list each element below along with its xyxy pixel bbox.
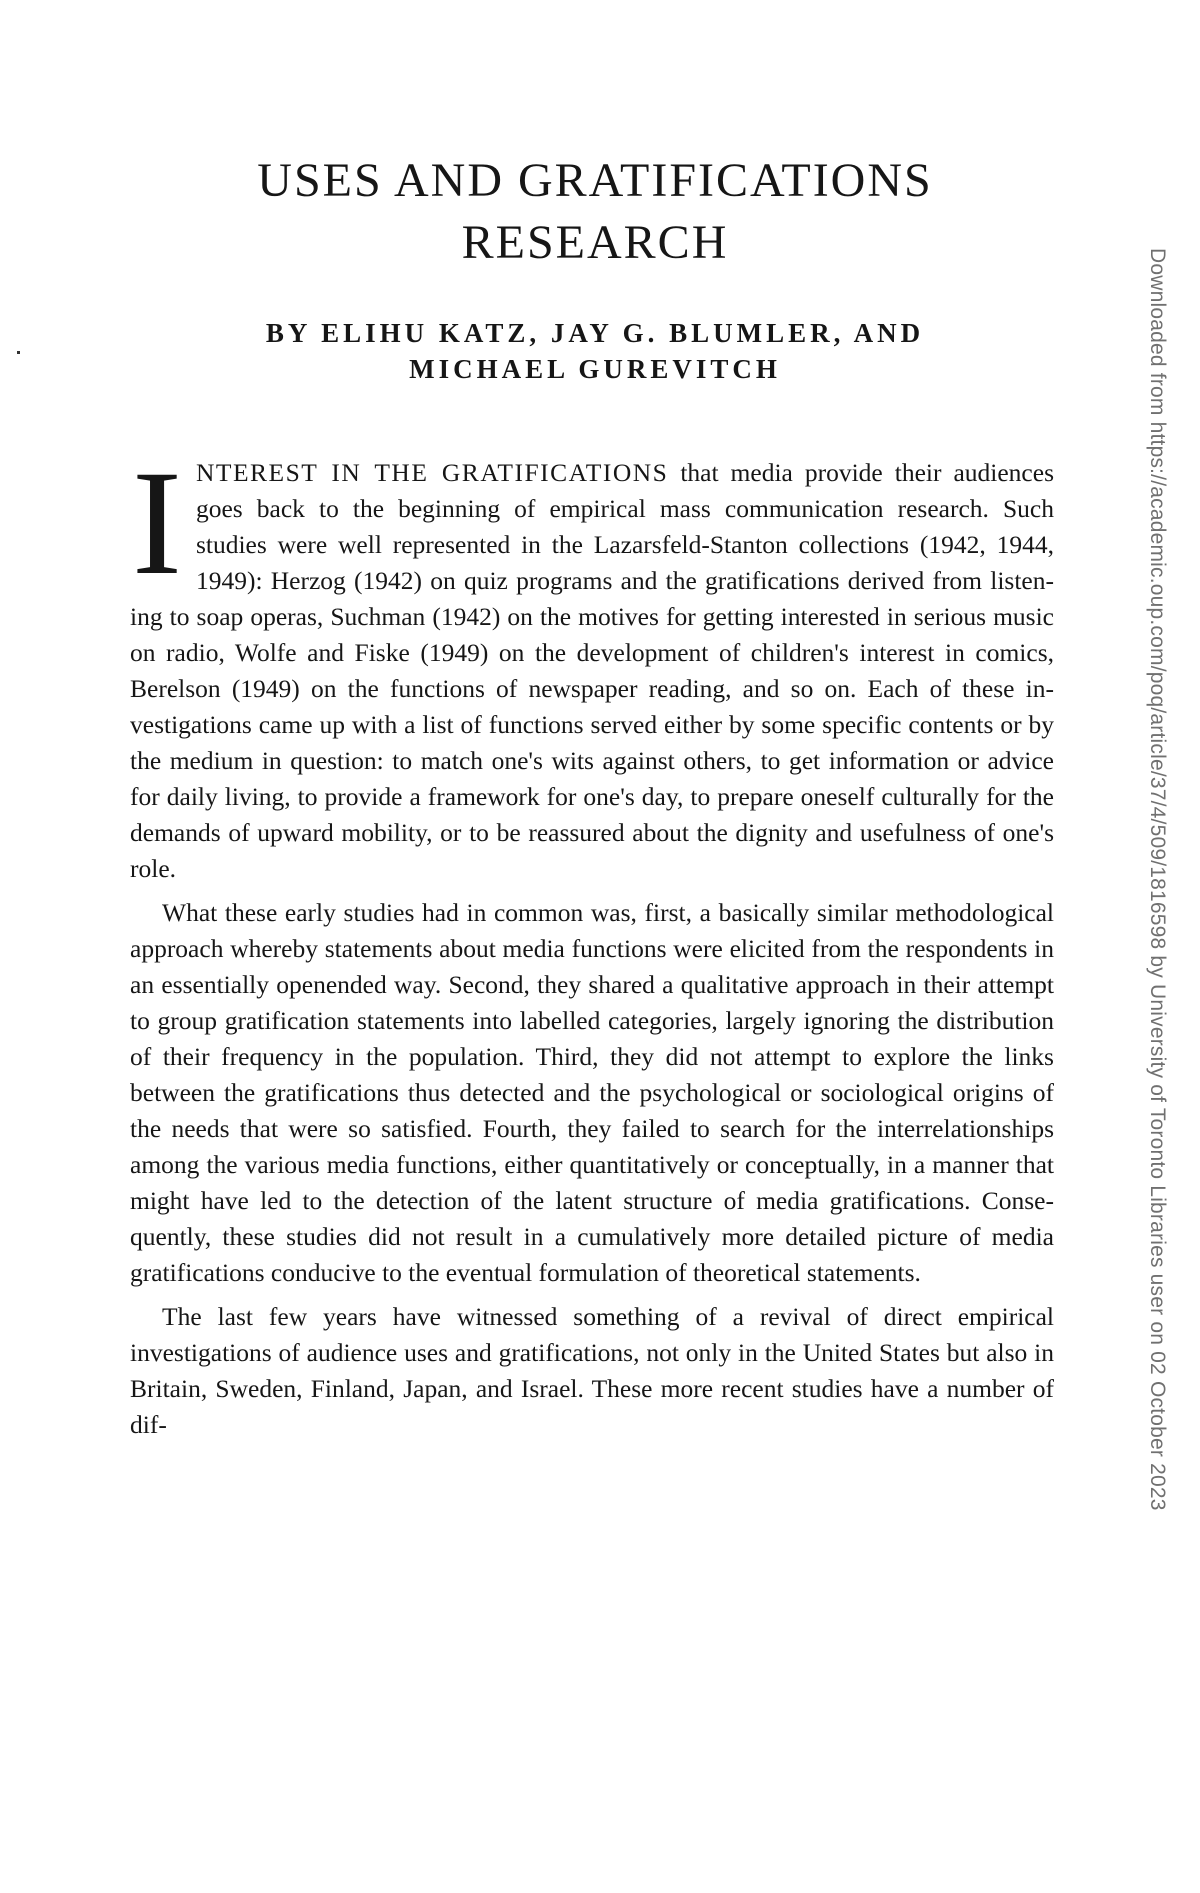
download-watermark: Downloaded from https://academic.oup.com/poq/article/37/4/509/1816598 by University of Toronto Libraries user on 02 October 2023 — [1146, 248, 1169, 1511]
article-body — [130, 440, 1054, 1451]
authors-line-1: BY ELIHU KATZ, JAY G. BLUMLER, AND — [265, 318, 925, 348]
paragraph-3: The last few years have witnessed something of a revival of direct empirical investigations of audience uses and gratifications, not only in the United States but also in Britain, Sweden, Finland, Japan, and Israel. These more recent studies have a number of dif- — [130, 1302, 1054, 1439]
print-speck — [17, 351, 20, 354]
article-title — [130, 150, 1060, 274]
article-title-line-2: RESEARCH — [461, 216, 729, 269]
paragraph-2: What these early studies had in common was, first, a basically similar methodological approach whereby statements about media functions were elicited from the respondents in an essentially openended way. Second, they shared a qualitative approach in their attempt to group gratification statements into labelled categories, largely ignoring the distribution of their frequency in the population. Third, they did not attempt to explore the links between the gratifications thus detected and the psychological or sociological origins of the needs that were so satisfied. Fourth, they failed to search for the interrelationships among the various media functions, either quantitatively or conceptually, in a manner that might have led to the detection of the latent structure of media gratifications. Consequently, these studies did not result in a cumulatively more detailed picture of media gratifications conducive to the eventual formulation of theoretical statements. — [130, 898, 1054, 1287]
article-authors — [130, 315, 1060, 387]
drop-cap: I — [132, 440, 182, 606]
paragraph-1-text: that media provide their audiences goes back to the beginning of empirical mass communication research. Such studies were well represented in the Lazarsfeld-Stanton collections (1942, 1944, 1949): Herzog (1942) on quiz programs and the gratifications derived from listening to soap operas, Suchman (1942) on the motives for getting interested in serious music on radio, Wolfe and Fiske (1949) on the development of children's interest in comics, Berelson (1949) on the functions of newspaper reading, and so on. Each of these investigations came up with a list of functions served either by some specific contents or by the medium in question: to match one's wits against others, to get information or advice for daily living, to provide a framework for one's day, to prepare oneself culturally for the demands of upward mobility, or to be reassured about the dignity and usefulness of one's role. — [130, 458, 1054, 883]
paragraph-1 — [130, 440, 1054, 887]
lead-in-caps: NTEREST IN THE GRATIFICATIONS — [195, 458, 669, 487]
article-title-line-1: USES AND GRATIFICATIONS — [257, 154, 933, 207]
authors-line-2: MICHAEL GUREVITCH — [409, 354, 781, 384]
